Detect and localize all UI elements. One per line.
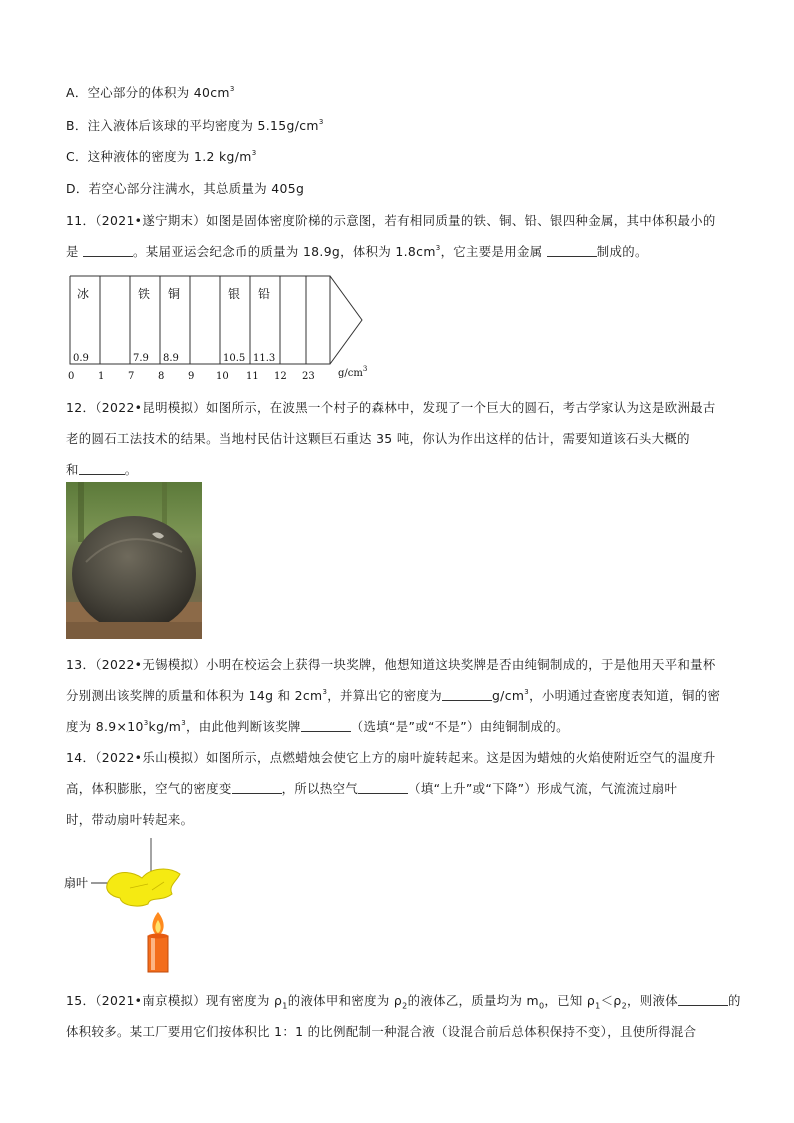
- ladder-value-ice: 0.9: [73, 353, 89, 364]
- density-ladder-figure: [66, 272, 386, 384]
- ladder-tick-7: 7: [128, 371, 135, 382]
- q13-blank-2[interactable]: [301, 720, 351, 732]
- ladder-tick-10: 10: [216, 371, 229, 382]
- q11-blank-2[interactable]: [547, 245, 597, 257]
- q13-line-2: 分别测出该奖牌的质量和体积为 14g 和 $2cm^3$，并算出它的密度为 $g/cm^3$，小明通过查密度表知道，铜的密: [66, 688, 721, 703]
- ladder-tick-9: 9: [188, 371, 195, 382]
- ladder-tick-1: 1: [98, 371, 105, 382]
- fan-label: 扇叶: [64, 876, 89, 890]
- q12-blank[interactable]: [79, 463, 125, 475]
- stone-sphere-photo: [66, 482, 202, 639]
- q14-line-2: 高，体积膨胀，空气的密度变 ，所以热空气 （填“上升”或“下降”）形成气流，气流流过扇叶: [66, 781, 678, 796]
- q10-option-c: C．这种液体的密度为 1.2 $kg/m^3$: [66, 149, 257, 164]
- q11-line-2: 是 。某届亚运会纪念币的质量为 18.9g，体积为 $1.8cm^3$，它主要是用金属 制成的。: [66, 244, 648, 259]
- ladder-value-copper: 8.9: [163, 353, 179, 364]
- q12-line-2: 老的圆石工法技术的结果。当地村民估计这颗巨石重达 35 吨，你认为作出这样的估计，需要知道该石头大概的: [66, 431, 690, 446]
- q14-blank-2[interactable]: [358, 782, 408, 794]
- q15-line-1: 15．（2021•南京模拟）现有密度为 $\rho_1$的液体甲和密度为 $\rho_2$的液体乙，质量均为 $m_0$，已知 $\rho_1<\rho_2$，则液体 的: [66, 993, 741, 1011]
- ladder-label-lead: 铅: [258, 287, 271, 301]
- q12-line-1: 12．（2022•昆明模拟）如图所示，在波黑一个村子的森林中，发现了一个巨大的圆石，考古学家认为这是欧洲最古: [66, 400, 716, 415]
- ladder-tick-0: 0: [68, 371, 75, 382]
- q15-line-2: 体积较多。某工厂要用它们按体积比 1：1 的比例配制一种混合液（设混合前后总体积保持不变），且使所得混合: [66, 1024, 697, 1039]
- ladder-tick-8: 8: [158, 371, 165, 382]
- ladder-label-ice: 冰: [77, 287, 90, 301]
- ladder-value-silver: 10.5: [223, 353, 246, 364]
- fan-blade: [107, 869, 180, 906]
- q10-option-b: B．注入液体后该球的平均密度为 $5.15g/cm^3$: [66, 118, 324, 133]
- ladder-unit: $g/cm^3$: [338, 365, 368, 379]
- ladder-label-copper: 铜: [168, 287, 181, 301]
- q15-blank[interactable]: [678, 994, 728, 1006]
- q12-line-3: 和 。: [66, 462, 138, 477]
- ladder-tick-23: 23: [302, 371, 315, 382]
- q14-line-3: 时，带动扇叶转起来。: [66, 812, 194, 827]
- q14-blank-1[interactable]: [232, 782, 282, 794]
- candle-fan-figure: [64, 838, 214, 974]
- q13-line-3: 度为 $8.9\times 10^3kg/m^3$，由此他判断该奖牌 （选填“是”或“不是”）由纯铜制成的。: [66, 719, 569, 734]
- q13-blank-1[interactable]: [442, 689, 492, 701]
- ladder-value-iron: 7.9: [133, 353, 149, 364]
- q10-option-d: D．若空心部分注满水，其总质量为 405g: [66, 181, 305, 196]
- ladder-label-iron: 铁: [138, 287, 151, 301]
- q11-blank-1[interactable]: [83, 245, 133, 257]
- ladder-label-silver: 银: [228, 287, 241, 301]
- ladder-tick-11: 11: [246, 371, 259, 382]
- q14-line-1: 14．（2022•乐山模拟）如图所示，点燃蜡烛会使它上方的扇叶旋转起来。这是因为蜡烛的火焰使附近空气的温度升: [66, 750, 716, 765]
- q10-option-a: A．空心部分的体积为 $40cm^3$: [66, 85, 235, 100]
- ladder-value-lead: 11.3: [253, 353, 276, 364]
- q11-line-1: 11．（2021•遂宁期末）如图是固体密度阶梯的示意图，若有相同质量的铁、铜、铅、银四种金属，其中体积最小的: [66, 213, 716, 228]
- ladder-tick-12: 12: [274, 371, 287, 382]
- q13-line-1: 13．（2022•无锡模拟）小明在校运会上获得一块奖牌，他想知道这块奖牌是否由纯铜制成的，于是他用天平和量杯: [66, 657, 716, 672]
